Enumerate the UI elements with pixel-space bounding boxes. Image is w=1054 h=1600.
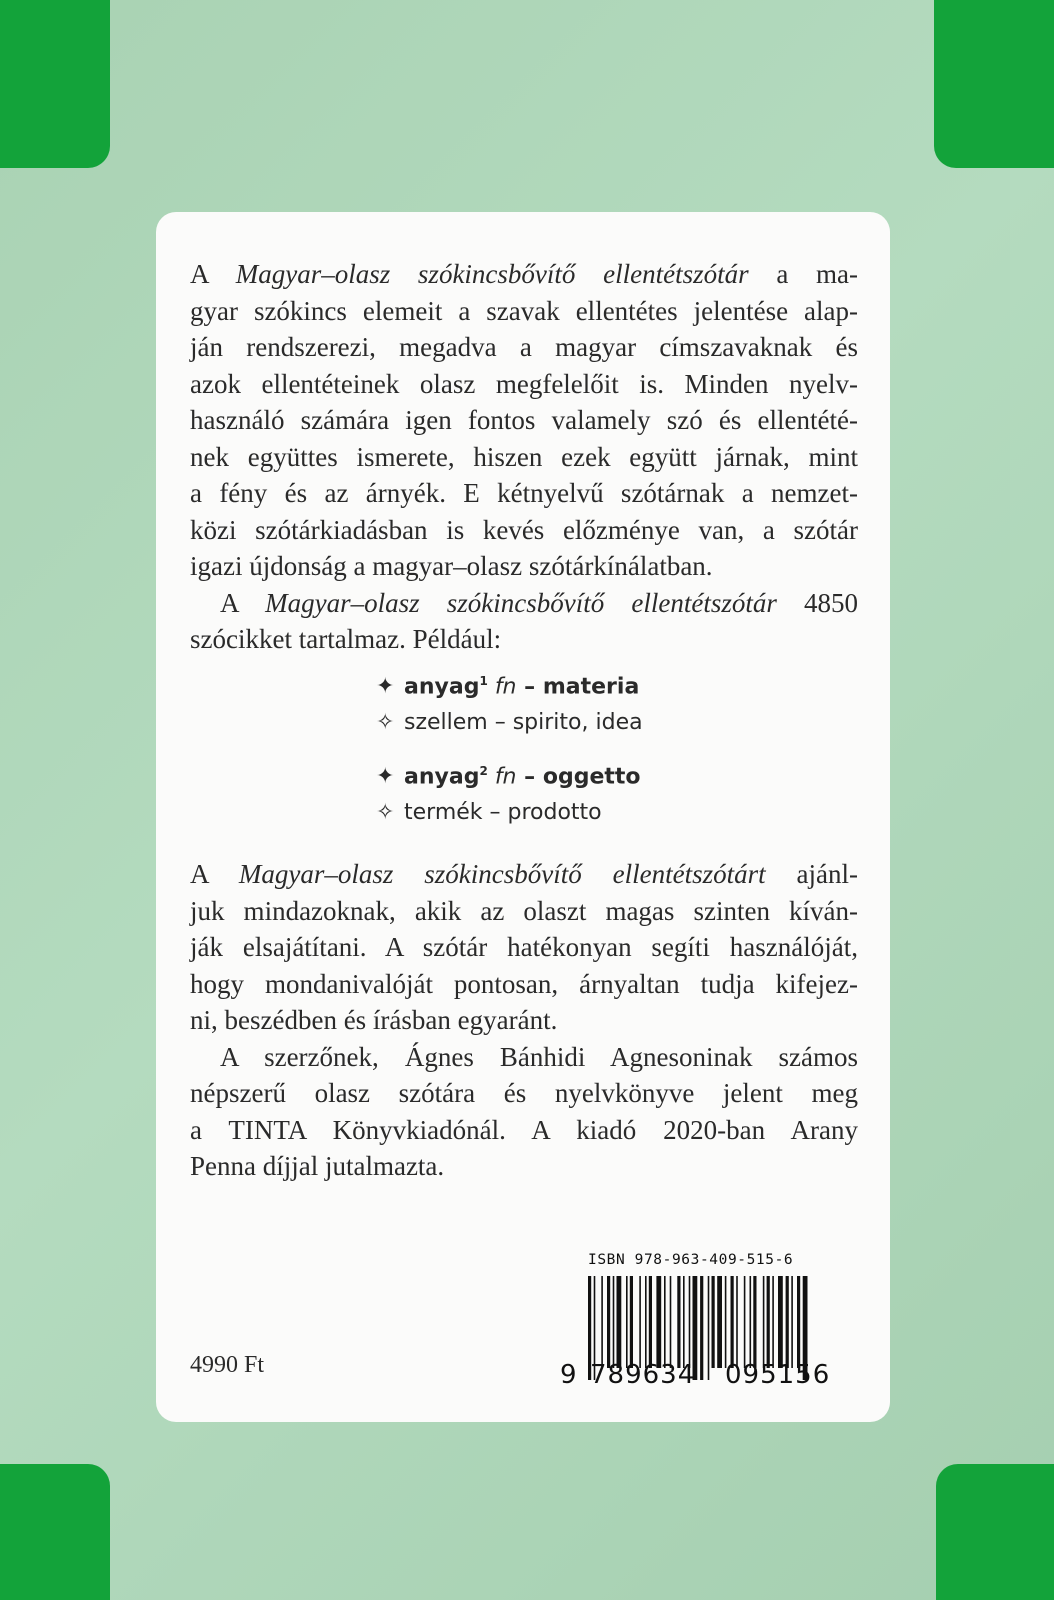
text-line: A Magyar–olasz szókincsbővítő ellentétszótárt ajánl- — [190, 859, 858, 889]
barcode-bar — [763, 1276, 765, 1368]
text-line: szócikket tartalmaz. Például: — [190, 624, 502, 654]
description-paragraph-2 — [190, 856, 858, 1185]
barcode-bar — [767, 1276, 770, 1368]
barcode-bar — [797, 1276, 800, 1368]
barcode-bar — [683, 1276, 685, 1368]
barcode-bar — [630, 1276, 633, 1368]
text-line: közi szótárkiadásban is kevés előzménye van, a szótár — [190, 514, 858, 545]
corner-decoration-bottom-right — [936, 1464, 1054, 1600]
barcode-bar — [607, 1276, 610, 1368]
barcode-right-digits: 095156 — [725, 1360, 831, 1390]
isbn-barcode — [560, 1252, 860, 1392]
headword: anyag — [404, 764, 480, 790]
barcode-first-digit: 9 — [560, 1360, 577, 1390]
barcode-bar — [626, 1276, 628, 1368]
barcode-bar — [786, 1276, 789, 1368]
barcode-bar — [645, 1276, 647, 1368]
barcode-bar — [677, 1276, 680, 1368]
barcode-bar — [731, 1276, 734, 1368]
antonym: termék – prodotto — [404, 800, 602, 825]
barcode-bar — [712, 1276, 715, 1368]
price-label: 4990 Ft — [190, 1352, 265, 1378]
text-line: hogy mondanivalóját pontosan, árnyaltan tudja kifejez- — [190, 968, 858, 999]
text-line: A Magyar–olasz szókincsbővítő ellentétszótár a ma- — [190, 259, 858, 289]
barcode-bar — [613, 1276, 615, 1368]
text-line: ják elsajátítani. A szótár hatékonyan segíti használóját, — [190, 932, 858, 962]
text-line: A szerzőnek, Ágnes Bánhidi Agnesoninak számos — [220, 1041, 858, 1072]
entry-antonym-line — [376, 710, 643, 746]
barcode-bar — [750, 1276, 752, 1368]
text-line: használó számára igen fontos valamely szó és ellentété- — [190, 405, 858, 435]
barcode-bar — [772, 1276, 774, 1368]
sense-number: 1 — [479, 674, 488, 688]
corner-decoration-top-right — [934, 0, 1054, 168]
barcode-bar — [744, 1276, 746, 1368]
text-line: ján rendszerezi, megadva a magyar címszavaknak és — [190, 332, 858, 362]
text-line: nek együttes ismerete, hiszen ezek együtt járnak, mint — [190, 441, 858, 472]
barcode-bar — [601, 1276, 603, 1368]
barcode-bar — [617, 1276, 622, 1368]
barcode-bar — [791, 1276, 793, 1368]
barcode-bar — [656, 1276, 661, 1368]
translation: materia — [542, 674, 640, 700]
barcode-bar — [689, 1276, 691, 1368]
text-line: gyar szókincs elemeit a szavak ellentétes jelentése alap- — [190, 295, 858, 326]
filled-star-icon: ✦ — [376, 674, 395, 700]
text-line: igazi újdonság a magyar–olasz szótárkínálatban. — [190, 551, 713, 581]
text-line: juk mindazoknak, akik az olaszt magas szinten kíván- — [190, 895, 858, 926]
corner-decoration-top-left — [0, 0, 110, 168]
text-line: a TINTA Könyvkiadónál. A kiadó 2020-ban Arany — [190, 1114, 858, 1145]
outline-star-icon: ✧ — [376, 710, 395, 735]
barcode-bar — [700, 1276, 703, 1380]
barcode-bar — [670, 1276, 672, 1368]
outline-star-icon: ✧ — [376, 800, 395, 825]
part-of-speech: fn — [494, 674, 517, 700]
barcode-left-digits: 789634 — [590, 1360, 696, 1390]
filled-star-icon: ✦ — [376, 764, 395, 790]
text-line: ni, beszédben és írásban egyaránt. — [190, 1005, 558, 1035]
barcode-bar — [778, 1276, 783, 1368]
barcode-bar — [708, 1276, 710, 1380]
barcode-bar — [753, 1276, 756, 1368]
antonym: szellem – spirito, idea — [404, 710, 643, 735]
barcode-bar — [725, 1276, 727, 1368]
text-line: a fény és az árnyék. E kétnyelvű szótárnak a nemzet- — [190, 478, 858, 508]
text-line: A Magyar–olasz szókincsbővítő ellentétszótár 4850 — [220, 587, 858, 618]
headword: anyag — [404, 674, 480, 700]
text-line: népszerű olasz szótára és nyelvkönyve jelent meg — [190, 1078, 858, 1108]
text-line: Penna díjjal jutalmazta. — [190, 1151, 445, 1181]
corner-decoration-bottom-left — [0, 1464, 110, 1600]
translation: oggetto — [542, 764, 641, 790]
example-entries — [376, 674, 643, 836]
text-panel — [156, 212, 890, 1422]
barcode-bar — [639, 1276, 641, 1368]
barcode-bar — [664, 1276, 666, 1368]
part-of-speech: fn — [494, 764, 517, 790]
sense-number: 2 — [479, 764, 488, 778]
barcode-bar — [736, 1276, 738, 1368]
description-paragraph-1 — [190, 256, 858, 658]
text-line: azok ellentéteinek olasz megfelelőit is. Minden nyelv- — [190, 368, 858, 399]
isbn-text: ISBN 978-963-409-515-6 — [588, 1252, 794, 1268]
barcode-bar — [649, 1276, 652, 1368]
entry-headword-line: ✦ anyag$^1$ fn – materia — [376, 674, 640, 700]
entry-antonym-line — [376, 800, 643, 836]
entry-headword-line: ✦ anyag$^2$ fn – oggetto — [376, 764, 641, 790]
barcode-bar — [717, 1276, 722, 1368]
